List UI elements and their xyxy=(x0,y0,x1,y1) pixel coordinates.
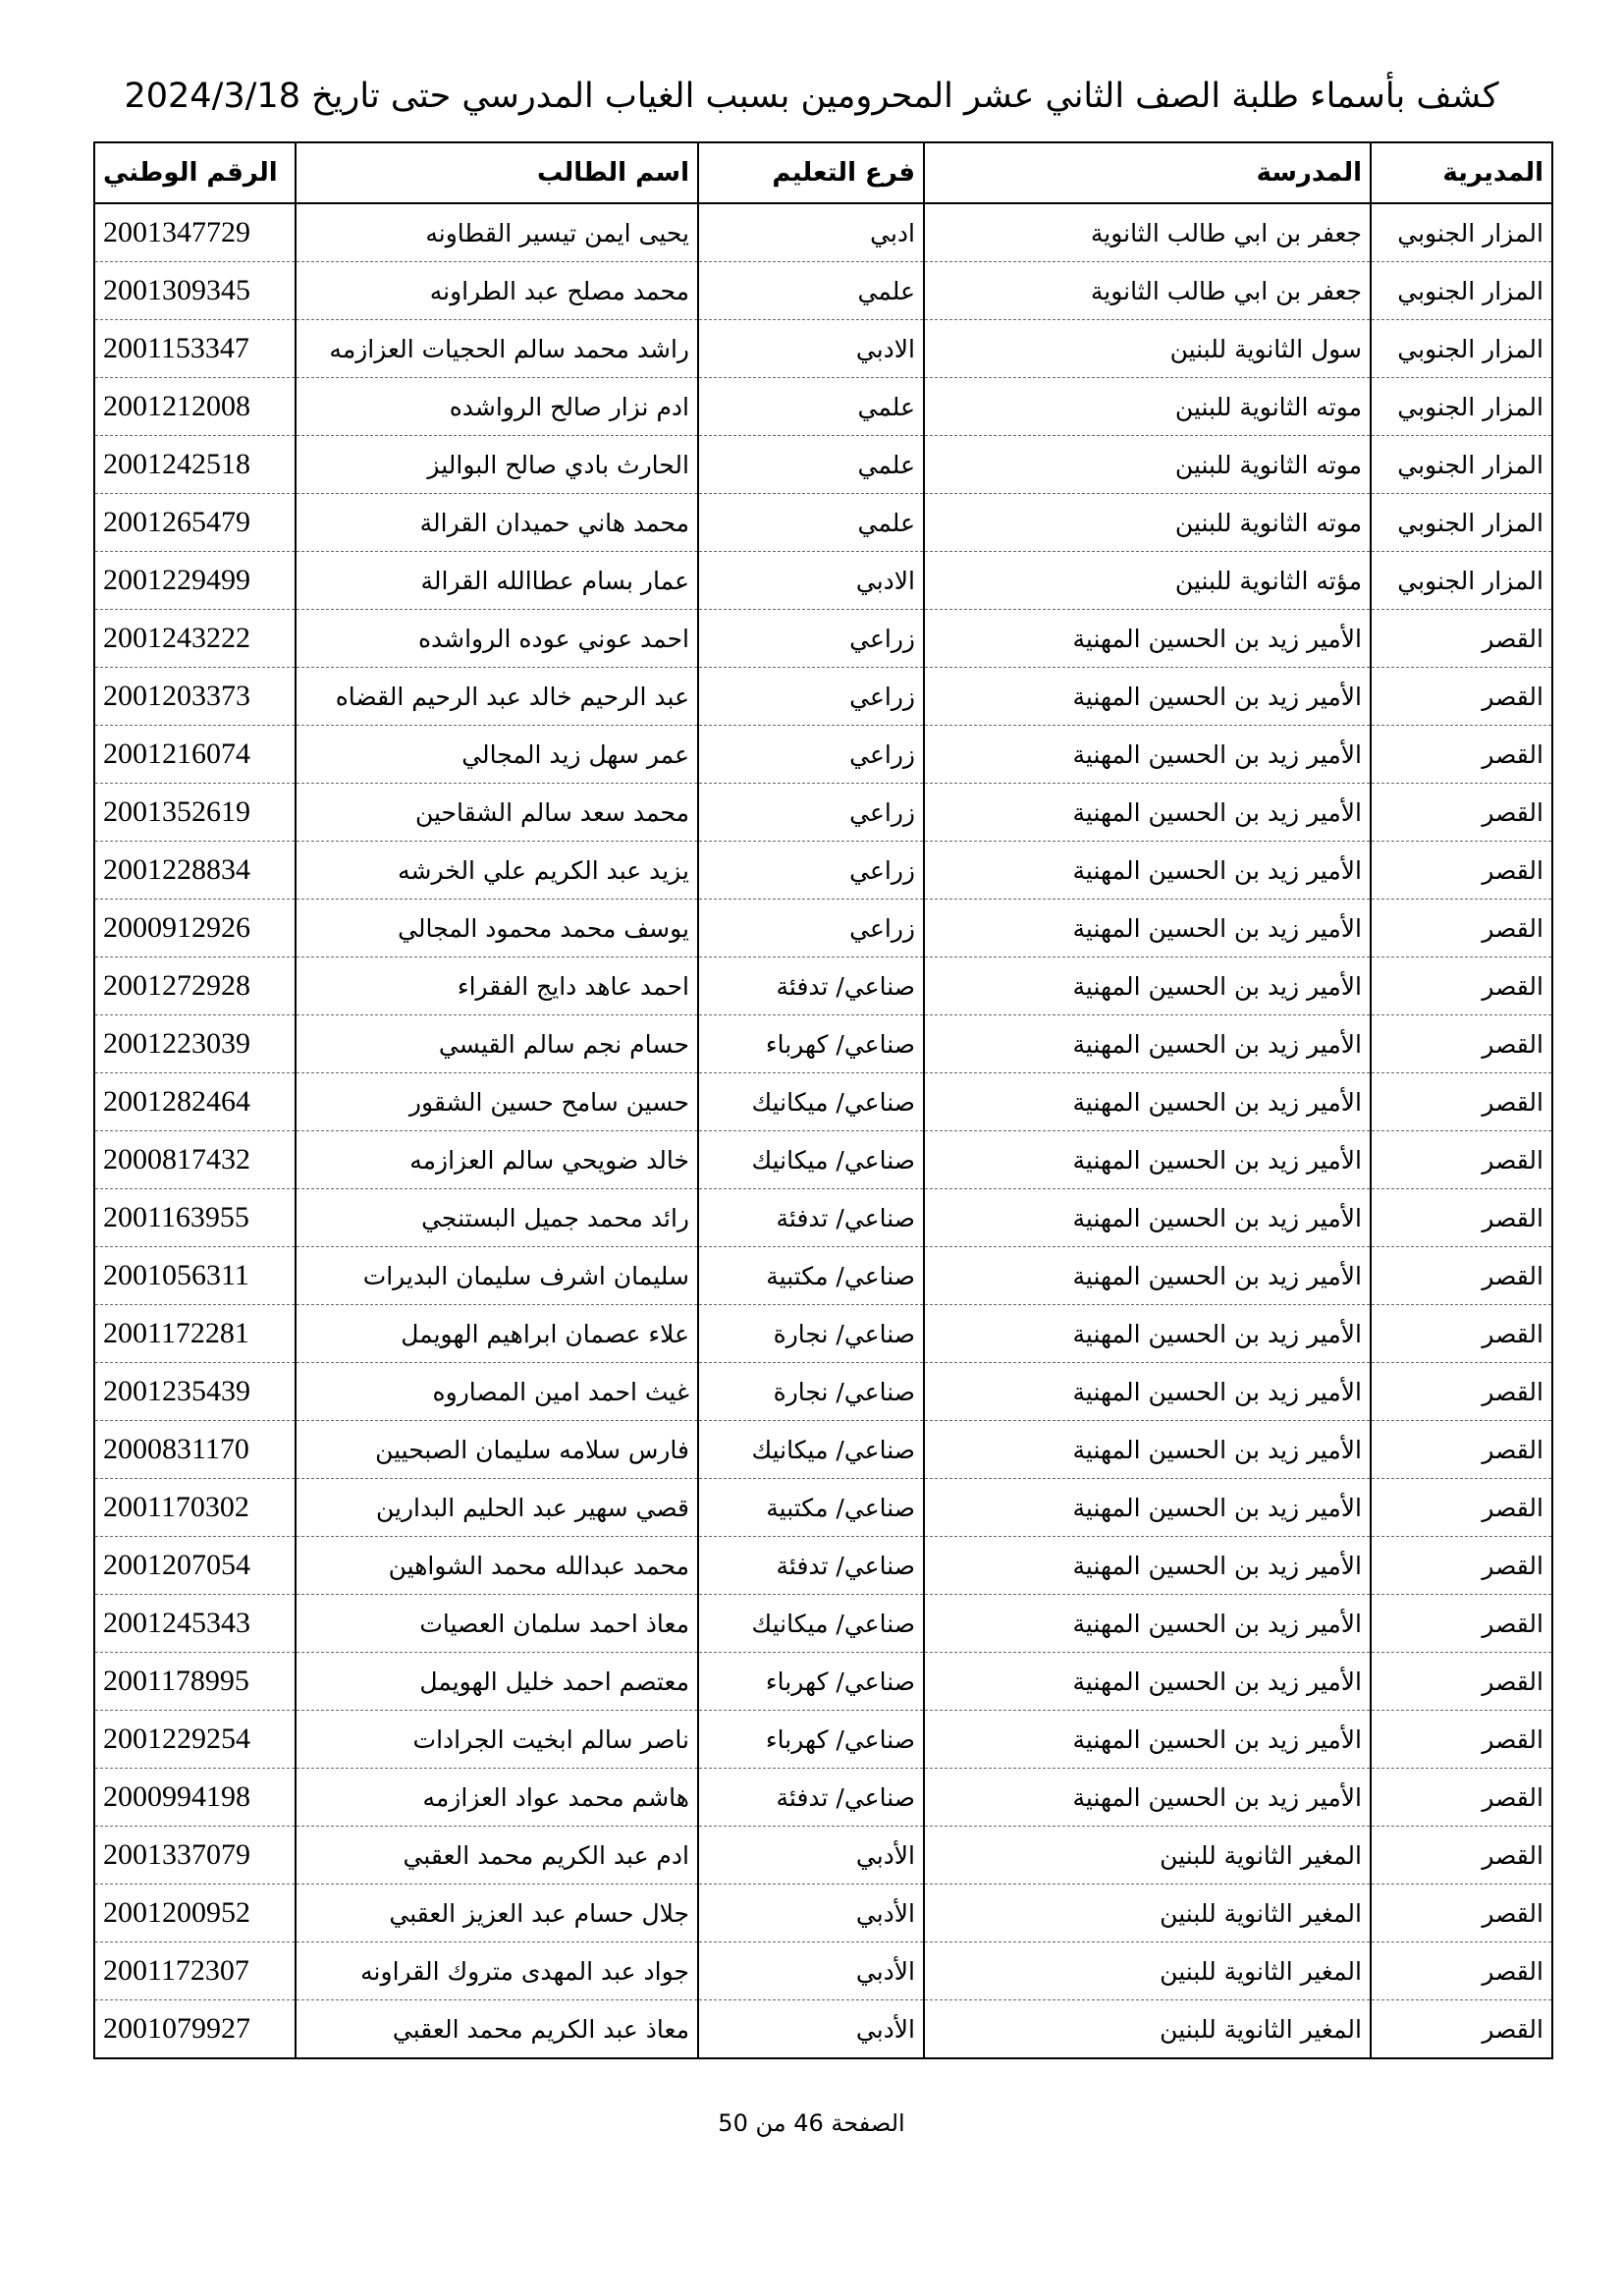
table-row xyxy=(94,784,1552,842)
table-row xyxy=(94,1363,1552,1421)
cell-branch: صناعي/ كهرباء xyxy=(698,1653,924,1711)
cell-school: الأمير زيد بن الحسين المهنية xyxy=(924,957,1371,1015)
cell-national-id: 2001216074 xyxy=(94,726,296,784)
header-school: المدرسة xyxy=(924,142,1371,203)
cell-student-name: يحيى ايمن تيسير القطاونه xyxy=(296,203,698,262)
table-row xyxy=(94,1885,1552,1942)
cell-national-id: 2001203373 xyxy=(94,668,296,726)
cell-directorate: القصر xyxy=(1371,1421,1552,1479)
document-title: كشف بأسماء طلبة الصف الثاني عشر المحرومين بسبب الغياب المدرسي حتى تاريخ 2024/3/18 xyxy=(124,77,1499,116)
table-row xyxy=(94,1711,1552,1769)
cell-branch: الأدبي xyxy=(698,1827,924,1885)
table-header-row xyxy=(94,142,1552,203)
cell-directorate: المزار الجنوبي xyxy=(1371,262,1552,320)
cell-national-id: 2001337079 xyxy=(94,1827,296,1885)
table-row xyxy=(94,1537,1552,1595)
cell-directorate: القصر xyxy=(1371,1015,1552,1073)
cell-national-id: 2001229499 xyxy=(94,552,296,610)
cell-student-name: احمد عاهد دايج الفقراء xyxy=(296,957,698,1015)
cell-school: الأمير زيد بن الحسين المهنية xyxy=(924,1247,1371,1305)
cell-national-id: 2001272928 xyxy=(94,957,296,1015)
cell-branch: زراعي xyxy=(698,726,924,784)
cell-directorate: المزار الجنوبي xyxy=(1371,494,1552,552)
cell-national-id: 2001235439 xyxy=(94,1363,296,1421)
cell-student-name: محمد عبدالله محمد الشواهين xyxy=(296,1537,698,1595)
cell-national-id: 2001229254 xyxy=(94,1711,296,1769)
table-row xyxy=(94,957,1552,1015)
cell-school: المغير الثانوية للبنين xyxy=(924,1827,1371,1885)
cell-directorate: المزار الجنوبي xyxy=(1371,378,1552,436)
cell-student-name: راشد محمد سالم الحجيات العزازمه xyxy=(296,320,698,378)
cell-national-id: 2001309345 xyxy=(94,262,296,320)
cell-branch: الأدبي xyxy=(698,1942,924,2000)
cell-branch: زراعي xyxy=(698,784,924,842)
cell-branch: الادبي xyxy=(698,552,924,610)
cell-school: المغير الثانوية للبنين xyxy=(924,1885,1371,1942)
table-row xyxy=(94,726,1552,784)
cell-student-name: الحارث بادي صالح البواليز xyxy=(296,436,698,494)
cell-branch: صناعي/ مكتبية xyxy=(698,1247,924,1305)
cell-school: موته الثانوية للبنين xyxy=(924,494,1371,552)
cell-branch: صناعي/ تدفئة xyxy=(698,1189,924,1247)
cell-student-name: ادم نزار صالح الرواشده xyxy=(296,378,698,436)
cell-branch: صناعي/ تدفئة xyxy=(698,1769,924,1827)
cell-student-name: عمار بسام عطاالله القرالة xyxy=(296,552,698,610)
cell-national-id: 2001170302 xyxy=(94,1479,296,1537)
cell-student-name: علاء عصمان ابراهيم الهويمل xyxy=(296,1305,698,1363)
cell-student-name: يوسف محمد محمود المجالي xyxy=(296,900,698,957)
header-directorate: المديرية xyxy=(1371,142,1552,203)
cell-school: الأمير زيد بن الحسين المهنية xyxy=(924,1595,1371,1653)
cell-national-id: 2001200952 xyxy=(94,1885,296,1942)
cell-branch: صناعي/ نجارة xyxy=(698,1305,924,1363)
cell-school: الأمير زيد بن الحسين المهنية xyxy=(924,1015,1371,1073)
cell-student-name: حسام نجم سالم القيسي xyxy=(296,1015,698,1073)
cell-national-id: 2001245343 xyxy=(94,1595,296,1653)
cell-national-id: 2001056311 xyxy=(94,1247,296,1305)
cell-student-name: غيث احمد امين المصاروه xyxy=(296,1363,698,1421)
table-row xyxy=(94,262,1552,320)
cell-directorate: القصر xyxy=(1371,842,1552,900)
students-table-container xyxy=(93,141,1551,2059)
table-row xyxy=(94,1421,1552,1479)
cell-national-id: 2001079927 xyxy=(94,2000,296,2059)
cell-school: الأمير زيد بن الحسين المهنية xyxy=(924,1421,1371,1479)
cell-directorate: القصر xyxy=(1371,900,1552,957)
table-row xyxy=(94,203,1552,262)
table-row xyxy=(94,1189,1552,1247)
cell-student-name: فارس سلامه سليمان الصبحيين xyxy=(296,1421,698,1479)
table-row xyxy=(94,1653,1552,1711)
cell-student-name: محمد مصلح عبد الطراونه xyxy=(296,262,698,320)
cell-school: مؤته الثانوية للبنين xyxy=(924,552,1371,610)
cell-school: المغير الثانوية للبنين xyxy=(924,1942,1371,2000)
cell-school: الأمير زيد بن الحسين المهنية xyxy=(924,1131,1371,1189)
cell-branch: ادبي xyxy=(698,203,924,262)
cell-student-name: معتصم احمد خليل الهويمل xyxy=(296,1653,698,1711)
cell-directorate: القصر xyxy=(1371,1189,1552,1247)
table-row xyxy=(94,900,1552,957)
cell-student-name: رائد محمد جميل البستنجي xyxy=(296,1189,698,1247)
cell-directorate: القصر xyxy=(1371,2000,1552,2059)
cell-branch: الأدبي xyxy=(698,2000,924,2059)
table-row xyxy=(94,842,1552,900)
cell-national-id: 2001178995 xyxy=(94,1653,296,1711)
cell-directorate: القصر xyxy=(1371,1247,1552,1305)
cell-branch: صناعي/ تدفئة xyxy=(698,1537,924,1595)
table-row xyxy=(94,1015,1552,1073)
cell-school: الأمير زيد بن الحسين المهنية xyxy=(924,1189,1371,1247)
cell-school: الأمير زيد بن الحسين المهنية xyxy=(924,1073,1371,1131)
cell-national-id: 2001207054 xyxy=(94,1537,296,1595)
table-row xyxy=(94,494,1552,552)
cell-directorate: القصر xyxy=(1371,1363,1552,1421)
cell-directorate: القصر xyxy=(1371,1769,1552,1827)
cell-school: الأمير زيد بن الحسين المهنية xyxy=(924,668,1371,726)
cell-school: الأمير زيد بن الحسين المهنية xyxy=(924,784,1371,842)
cell-student-name: يزيد عبد الكريم علي الخرشه xyxy=(296,842,698,900)
cell-directorate: القصر xyxy=(1371,1827,1552,1885)
cell-directorate: القصر xyxy=(1371,784,1552,842)
cell-branch: صناعي/ ميكانيك xyxy=(698,1595,924,1653)
table-row xyxy=(94,1305,1552,1363)
cell-school: الأمير زيد بن الحسين المهنية xyxy=(924,1479,1371,1537)
cell-student-name: هاشم محمد عواد العزازمه xyxy=(296,1769,698,1827)
cell-national-id: 2001243222 xyxy=(94,610,296,668)
cell-national-id: 2000912926 xyxy=(94,900,296,957)
cell-student-name: معاذ عبد الكريم محمد العقبي xyxy=(296,2000,698,2059)
cell-directorate: القصر xyxy=(1371,1942,1552,2000)
cell-branch: زراعي xyxy=(698,668,924,726)
table-row xyxy=(94,1247,1552,1305)
cell-branch: صناعي/ ميكانيك xyxy=(698,1131,924,1189)
cell-national-id: 2000817432 xyxy=(94,1131,296,1189)
cell-branch: الأدبي xyxy=(698,1885,924,1942)
cell-student-name: ادم عبد الكريم محمد العقبي xyxy=(296,1827,698,1885)
cell-student-name: خالد ضويحي سالم العزازمه xyxy=(296,1131,698,1189)
cell-directorate: القصر xyxy=(1371,1131,1552,1189)
cell-directorate: القصر xyxy=(1371,1885,1552,1942)
cell-national-id: 2001352619 xyxy=(94,784,296,842)
cell-school: الأمير زيد بن الحسين المهنية xyxy=(924,610,1371,668)
cell-directorate: القصر xyxy=(1371,1537,1552,1595)
cell-national-id: 2001242518 xyxy=(94,436,296,494)
cell-directorate: القصر xyxy=(1371,957,1552,1015)
table-row xyxy=(94,1073,1552,1131)
cell-student-name: قصي سهير عبد الحليم البدارين xyxy=(296,1479,698,1537)
cell-branch: صناعي/ نجارة xyxy=(698,1363,924,1421)
cell-national-id: 2001163955 xyxy=(94,1189,296,1247)
cell-school: الأمير زيد بن الحسين المهنية xyxy=(924,1769,1371,1827)
cell-directorate: المزار الجنوبي xyxy=(1371,203,1552,262)
cell-directorate: المزار الجنوبي xyxy=(1371,552,1552,610)
cell-school: موته الثانوية للبنين xyxy=(924,378,1371,436)
cell-directorate: القصر xyxy=(1371,726,1552,784)
cell-branch: صناعي/ كهرباء xyxy=(698,1015,924,1073)
page-number: الصفحة 46 من 50 xyxy=(718,2109,905,2137)
cell-school: الأمير زيد بن الحسين المهنية xyxy=(924,1653,1371,1711)
header-branch: فرع التعليم xyxy=(698,142,924,203)
cell-student-name: حسين سامح حسين الشقور xyxy=(296,1073,698,1131)
cell-school: سول الثانوية للبنين xyxy=(924,320,1371,378)
header-national-id: الرقم الوطني xyxy=(94,142,296,203)
cell-student-name: سليمان اشرف سليمان البديرات xyxy=(296,1247,698,1305)
cell-school: الأمير زيد بن الحسين المهنية xyxy=(924,1537,1371,1595)
cell-branch: زراعي xyxy=(698,610,924,668)
cell-directorate: القصر xyxy=(1371,1479,1552,1537)
cell-student-name: عبد الرحيم خالد عبد الرحيم القضاه xyxy=(296,668,698,726)
cell-student-name: معاذ احمد سلمان العصيات xyxy=(296,1595,698,1653)
cell-directorate: القصر xyxy=(1371,1073,1552,1131)
table-row xyxy=(94,552,1552,610)
cell-branch: صناعي/ ميكانيك xyxy=(698,1421,924,1479)
cell-directorate: القصر xyxy=(1371,668,1552,726)
cell-school: الأمير زيد بن الحسين المهنية xyxy=(924,1305,1371,1363)
table-row xyxy=(94,2000,1552,2059)
cell-school: الأمير زيد بن الحسين المهنية xyxy=(924,1711,1371,1769)
cell-school: المغير الثانوية للبنين xyxy=(924,2000,1371,2059)
cell-national-id: 2001347729 xyxy=(94,203,296,262)
cell-national-id: 2001223039 xyxy=(94,1015,296,1073)
cell-national-id: 2001265479 xyxy=(94,494,296,552)
cell-school: الأمير زيد بن الحسين المهنية xyxy=(924,900,1371,957)
cell-branch: علمي xyxy=(698,262,924,320)
table-body xyxy=(94,203,1552,2058)
cell-student-name: محمد هاني حميدان القرالة xyxy=(296,494,698,552)
cell-school: جعفر بن ابي طالب الثانوية xyxy=(924,262,1371,320)
cell-directorate: المزار الجنوبي xyxy=(1371,320,1552,378)
cell-national-id: 2001153347 xyxy=(94,320,296,378)
students-table xyxy=(93,141,1553,2059)
cell-branch: الادبي xyxy=(698,320,924,378)
cell-student-name: محمد سعد سالم الشقاحين xyxy=(296,784,698,842)
cell-directorate: القصر xyxy=(1371,610,1552,668)
table-row xyxy=(94,1769,1552,1827)
table-row xyxy=(94,1131,1552,1189)
cell-national-id: 2000994198 xyxy=(94,1769,296,1827)
cell-branch: زراعي xyxy=(698,900,924,957)
cell-school: جعفر بن ابي طالب الثانوية xyxy=(924,203,1371,262)
cell-directorate: القصر xyxy=(1371,1305,1552,1363)
cell-school: الأمير زيد بن الحسين المهنية xyxy=(924,842,1371,900)
table-row xyxy=(94,1942,1552,2000)
cell-directorate: القصر xyxy=(1371,1595,1552,1653)
table-row xyxy=(94,610,1552,668)
cell-directorate: المزار الجنوبي xyxy=(1371,436,1552,494)
cell-directorate: القصر xyxy=(1371,1653,1552,1711)
cell-national-id: 2001282464 xyxy=(94,1073,296,1131)
table-row xyxy=(94,378,1552,436)
cell-national-id: 2000831170 xyxy=(94,1421,296,1479)
table-row xyxy=(94,1479,1552,1537)
cell-student-name: جلال حسام عبد العزيز العقبي xyxy=(296,1885,698,1942)
cell-branch: صناعي/ مكتبية xyxy=(698,1479,924,1537)
cell-student-name: جواد عبد المهدى متروك القراونه xyxy=(296,1942,698,2000)
cell-national-id: 2001228834 xyxy=(94,842,296,900)
cell-branch: علمي xyxy=(698,436,924,494)
cell-student-name: ناصر سالم ابخيت الجرادات xyxy=(296,1711,698,1769)
cell-school: الأمير زيد بن الحسين المهنية xyxy=(924,1363,1371,1421)
cell-national-id: 2001172307 xyxy=(94,1942,296,2000)
cell-student-name: احمد عوني عوده الرواشده xyxy=(296,610,698,668)
cell-national-id: 2001212008 xyxy=(94,378,296,436)
cell-branch: علمي xyxy=(698,494,924,552)
cell-directorate: القصر xyxy=(1371,1711,1552,1769)
header-student-name: اسم الطالب xyxy=(296,142,698,203)
cell-student-name: عمر سهل زيد المجالي xyxy=(296,726,698,784)
table-row xyxy=(94,436,1552,494)
table-row xyxy=(94,1595,1552,1653)
cell-branch: صناعي/ كهرباء xyxy=(698,1711,924,1769)
table-row xyxy=(94,1827,1552,1885)
table-row xyxy=(94,320,1552,378)
cell-national-id: 2001172281 xyxy=(94,1305,296,1363)
table-row xyxy=(94,668,1552,726)
cell-branch: صناعي/ ميكانيك xyxy=(698,1073,924,1131)
cell-branch: زراعي xyxy=(698,842,924,900)
cell-school: موته الثانوية للبنين xyxy=(924,436,1371,494)
cell-branch: علمي xyxy=(698,378,924,436)
cell-branch: صناعي/ تدفئة xyxy=(698,957,924,1015)
cell-school: الأمير زيد بن الحسين المهنية xyxy=(924,726,1371,784)
